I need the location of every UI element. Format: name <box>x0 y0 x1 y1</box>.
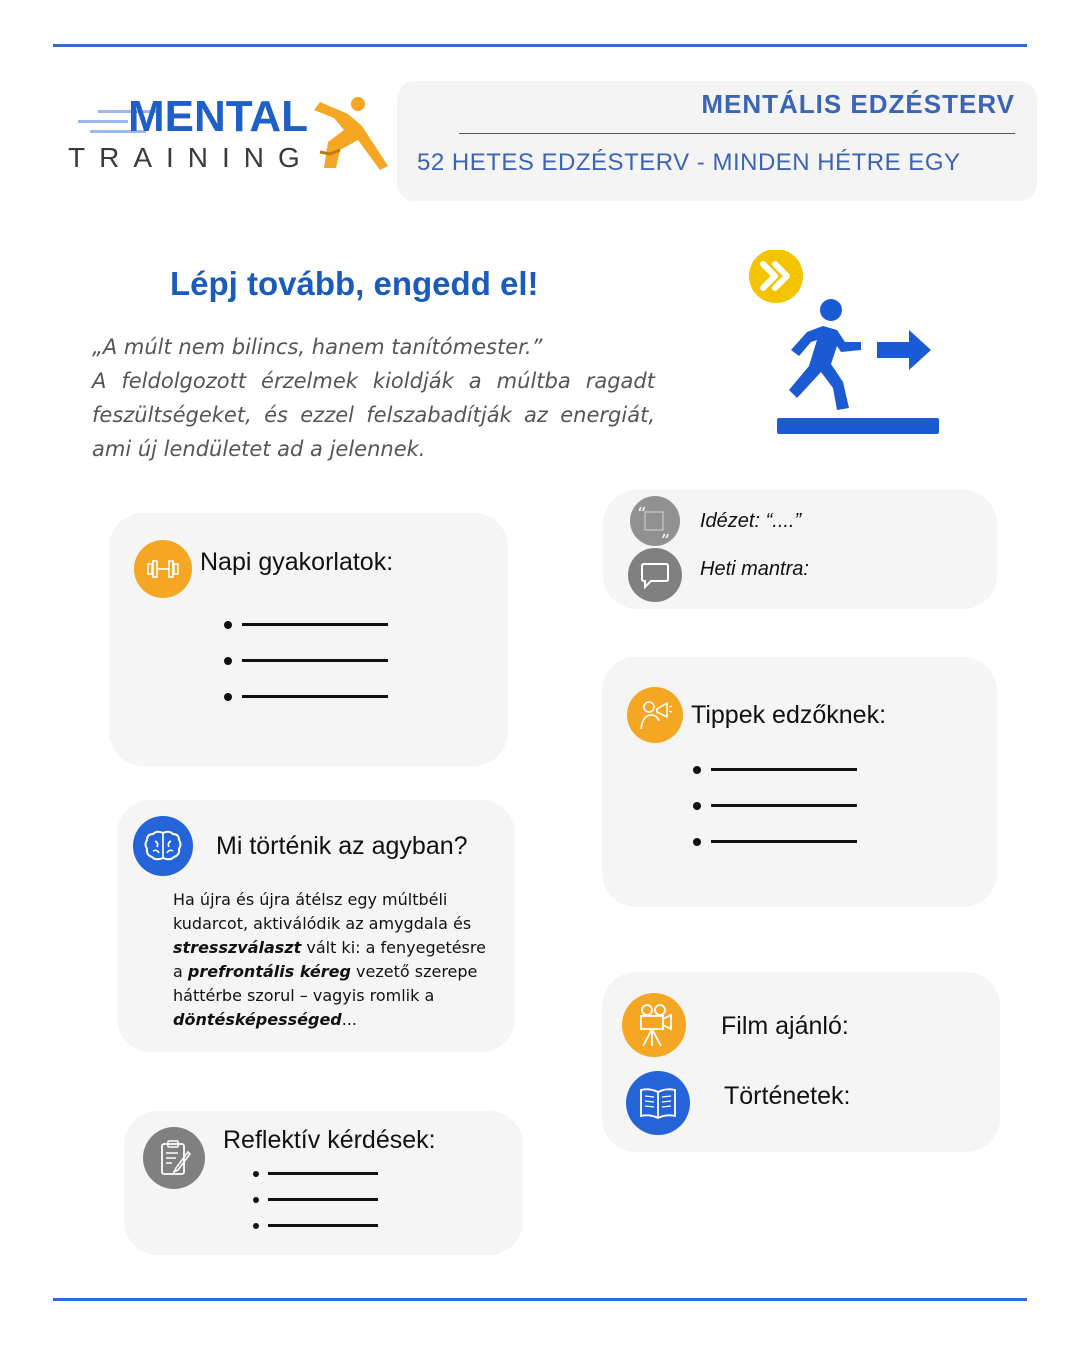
hero-paragraph <box>92 330 655 466</box>
brain-label: Mi történik az agyban? <box>216 832 468 860</box>
hero-body: A feldolgozott érzelmek kioldják a múltba ragadt feszültségeket, és ezzel felszabadítják az energiát, ami új lendületet ad a jelennek. <box>92 369 655 461</box>
coach-megaphone-icon <box>627 687 683 743</box>
open-book-icon <box>626 1071 690 1135</box>
list-item <box>224 679 404 715</box>
runner-logo-icon <box>300 96 395 176</box>
speech-bubble-icon <box>628 548 682 602</box>
svg-text:“: “ <box>637 504 647 525</box>
coach-tips-label: Tippek edzőknek: <box>691 701 887 729</box>
list-item <box>693 824 873 860</box>
brain-icon <box>133 816 193 876</box>
brain-bold-term: döntésképességed <box>173 1010 342 1029</box>
top-rule <box>53 44 1027 47</box>
list-item <box>253 1212 393 1238</box>
bottom-rule <box>53 1298 1027 1301</box>
brain-paragraph <box>173 888 493 1032</box>
daily-exercises-label: Napi gyakorlatok: <box>200 548 394 576</box>
logo-training-text: TRAINING <box>68 142 314 173</box>
quote-label: Idézet: “....” <box>700 510 802 532</box>
logo-mental-text: MENTAL <box>128 92 309 141</box>
brain-bold-term: prefrontális kéreg <box>187 962 351 981</box>
stories-label: Történetek: <box>724 1082 851 1110</box>
brain-text-part: Ha újra és újra átélsz egy múltbéli kudarcot, aktiválódik az amygdala és <box>173 890 472 933</box>
list-item <box>253 1160 393 1186</box>
header-divider <box>459 133 1015 134</box>
coach-tips-list <box>693 752 873 860</box>
brain-text-part: vezető szerepe háttérbe szorul – vagyis romlik a <box>173 962 478 1005</box>
hero-quote: „A múlt nem bilincs, hanem tanítómester.” <box>92 335 543 359</box>
header-box <box>397 81 1037 201</box>
list-item <box>693 752 873 788</box>
film-label: Film ajánló: <box>721 1012 849 1040</box>
walking-forward-icon <box>745 250 945 440</box>
mental-training-logo <box>68 92 398 182</box>
mantra-label: Heti mantra: <box>700 558 809 580</box>
page-title: Lépj tovább, engedd el! <box>170 265 539 302</box>
brain-text-part: vált ki: a fenyegetésre a <box>173 938 486 981</box>
quote-icon <box>630 496 680 546</box>
film-camera-icon <box>622 993 686 1057</box>
daily-exercises-list <box>224 607 404 715</box>
header-title: MENTÁLIS EDZÉSTERV <box>701 89 1015 119</box>
list-item <box>693 788 873 824</box>
dumbbell-icon <box>134 540 192 598</box>
list-item <box>224 643 404 679</box>
speed-line <box>78 120 128 123</box>
brain-text-part: ... <box>341 1010 358 1029</box>
header-subtitle: 52 HETES EDZÉSTERV - MINDEN HÉTRE EGY <box>417 149 961 176</box>
svg-text:„: „ <box>661 520 671 538</box>
reflective-questions-label: Reflektív kérdések: <box>223 1126 436 1154</box>
list-item <box>224 607 404 643</box>
brain-bold-term: stresszválaszt <box>173 938 302 957</box>
list-item <box>253 1186 393 1212</box>
reflective-questions-list <box>253 1160 393 1238</box>
clipboard-icon <box>143 1127 205 1189</box>
